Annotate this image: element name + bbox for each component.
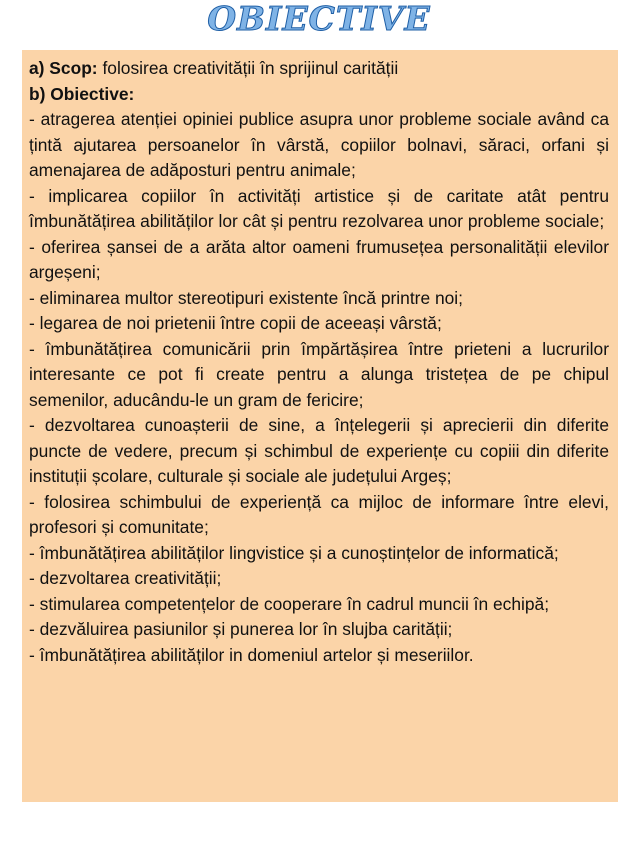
objective-item: - îmbunătățirea comunicării prin împărtășirea între prieteni a lucrurilor interesante ce pot fi create pentru a alunga tristețea de pe chipul semenilor, aducându-le un gram de fericire; [29,338,609,410]
scope-line [29,56,609,82]
objective-item: - îmbunătățirea abilităților in domeniul artelor și meseriilor. [29,644,474,665]
objective-item: - stimularea competențelor de cooperare în cadrul muncii în echipă; [29,593,550,614]
objective-item: - legarea de noi prietenii între copii de aceeași vârstă; [29,313,442,333]
scope-label: a) Scop: [29,58,98,78]
objective-item: - oferirea șansei de a arăta altor oameni frumusețea personalității elevilor argeșeni; [29,236,609,282]
page-title: OBIECTIVE [207,0,431,38]
objective-item: - atragerea atenției opiniei publice asupra unor probleme sociale având ca țintă ajutarea persoanelor în vârstă, copiilor bolnavi, săraci, orfani și amenajarea de adăposturi pentru animale; [29,109,609,180]
scope-text: folosirea creativității în sprijinul carității [97,58,399,78]
title-area [0,0,638,44]
objectives-heading: b) Obiective: [29,83,135,104]
objective-item: - implicarea copiilor în activități artistice și de caritate atât pentru îmbunătățirea abilităților lor cât și pentru rezolvarea unor probleme sociale; [29,185,609,231]
objective-item: - folosirea schimbului de experiență ca mijloc de informare între elevi, profesori și comunitate; [29,491,609,537]
objective-item: - dezvoltarea cunoașterii de sine, a înțelegerii și aprecierii din diferite puncte de vedere, precum și schimbul de experiențe cu copiii din diferite instituții școlare, culturale și sociale ale județului Argeș; [29,415,609,486]
objective-item: - dezvăluirea pasiunilor și punerea lor în slujba carității; [29,619,453,639]
objective-item: - dezvoltarea creativității; [29,568,222,588]
objective-item: - îmbunătățirea abilităților lingvistice și a cunoștințelor de informatică; [29,542,559,563]
objective-item: - eliminarea multor stereotipuri existente încă printre noi; [29,287,463,308]
content-panel [22,50,618,802]
